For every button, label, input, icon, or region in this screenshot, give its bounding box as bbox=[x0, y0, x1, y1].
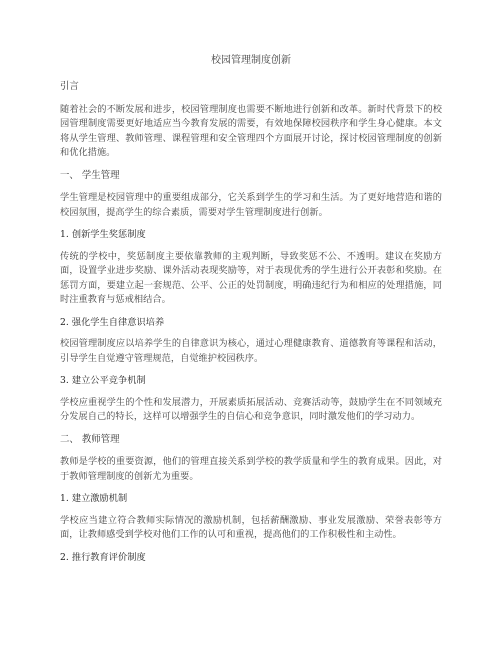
subsection-paragraph: 传统的学校中，奖惩制度主要依靠教师的主观判断，导致奖惩不公、不透明。建议在奖励方面，设置学业进步奖励、课外活动表现奖励等，对于表现优秀的学生进行公开表彰和奖励。在惩罚方面，要建立起一套规范、公平、公正的处罚制度，明确违纪行为和相应的处理措施，同时注重教育与惩戒相结合。 bbox=[60, 250, 442, 305]
intro-paragraph: 随着社会的不断发展和进步，校园管理制度也需要不断地进行创新和改革。新时代背景下的校园管理制度需要更好地适应当今教育发展的需要，有效地保障校园秩序和学生身心健康。本文将从学生管理、教师管理、课程管理和安全管理四个方面展开讨论，探讨校园管理制度的创新和优化措施。 bbox=[60, 103, 442, 158]
subsection-heading: 3. 建立公平竞争机制 bbox=[60, 375, 146, 386]
subsection-heading: 2. 强化学生自律意识培养 bbox=[60, 316, 165, 328]
subsection-paragraph: 学校应重视学生的个性和发展潜力，开展素质拓展活动、竞赛活动等，鼓励学生在不同领域充分发展自己的特长，这样可以增强学生的自信心和竞争意识，同时激发他们的学习动力。 bbox=[60, 396, 442, 422]
subsection-heading: 2. 推行教育评价制度 bbox=[60, 551, 146, 563]
section-paragraph: 学生管理是校园管理中的重要组成部分，它关系到学生的学习和生活。为了更好地营造和谐的校园氛围，提高学生的综合素质，需要对学生管理制度进行创新。 bbox=[60, 192, 442, 218]
intro-heading: 引言 bbox=[60, 81, 79, 92]
section-heading-teacher-management: 二、 教师管理 bbox=[60, 433, 120, 445]
document-title: 校园管理制度创新 bbox=[211, 55, 291, 66]
subsection-heading: 1. 创新学生奖惩制度 bbox=[60, 229, 146, 240]
subsection-paragraph: 校园管理制度应以培养学生的自律意识为核心，通过心理健康教育、道德教育等课程和活动，引导学生自觉遵守管理规范，自觉维护校园秩序。 bbox=[60, 338, 442, 364]
section-heading-student-management: 一、 学生管理 bbox=[60, 169, 120, 181]
section-paragraph: 教师是学校的重要资源，他们的管理直接关系到学校的教学质量和学生的教育成果。因此，对于教师管理制度的创新尤为重要。 bbox=[60, 456, 442, 482]
document-body bbox=[60, 80, 442, 565]
subsection-paragraph: 学校应当建立符合教师实际情况的激励机制，包括薪酬激励、事业发展激励、荣誉表彰等方面，让教师感受到学校对他们工作的认可和重视，提高他们的工作积极性和主动性。 bbox=[60, 514, 442, 540]
subsection-heading: 1. 建立激励机制 bbox=[60, 493, 128, 504]
